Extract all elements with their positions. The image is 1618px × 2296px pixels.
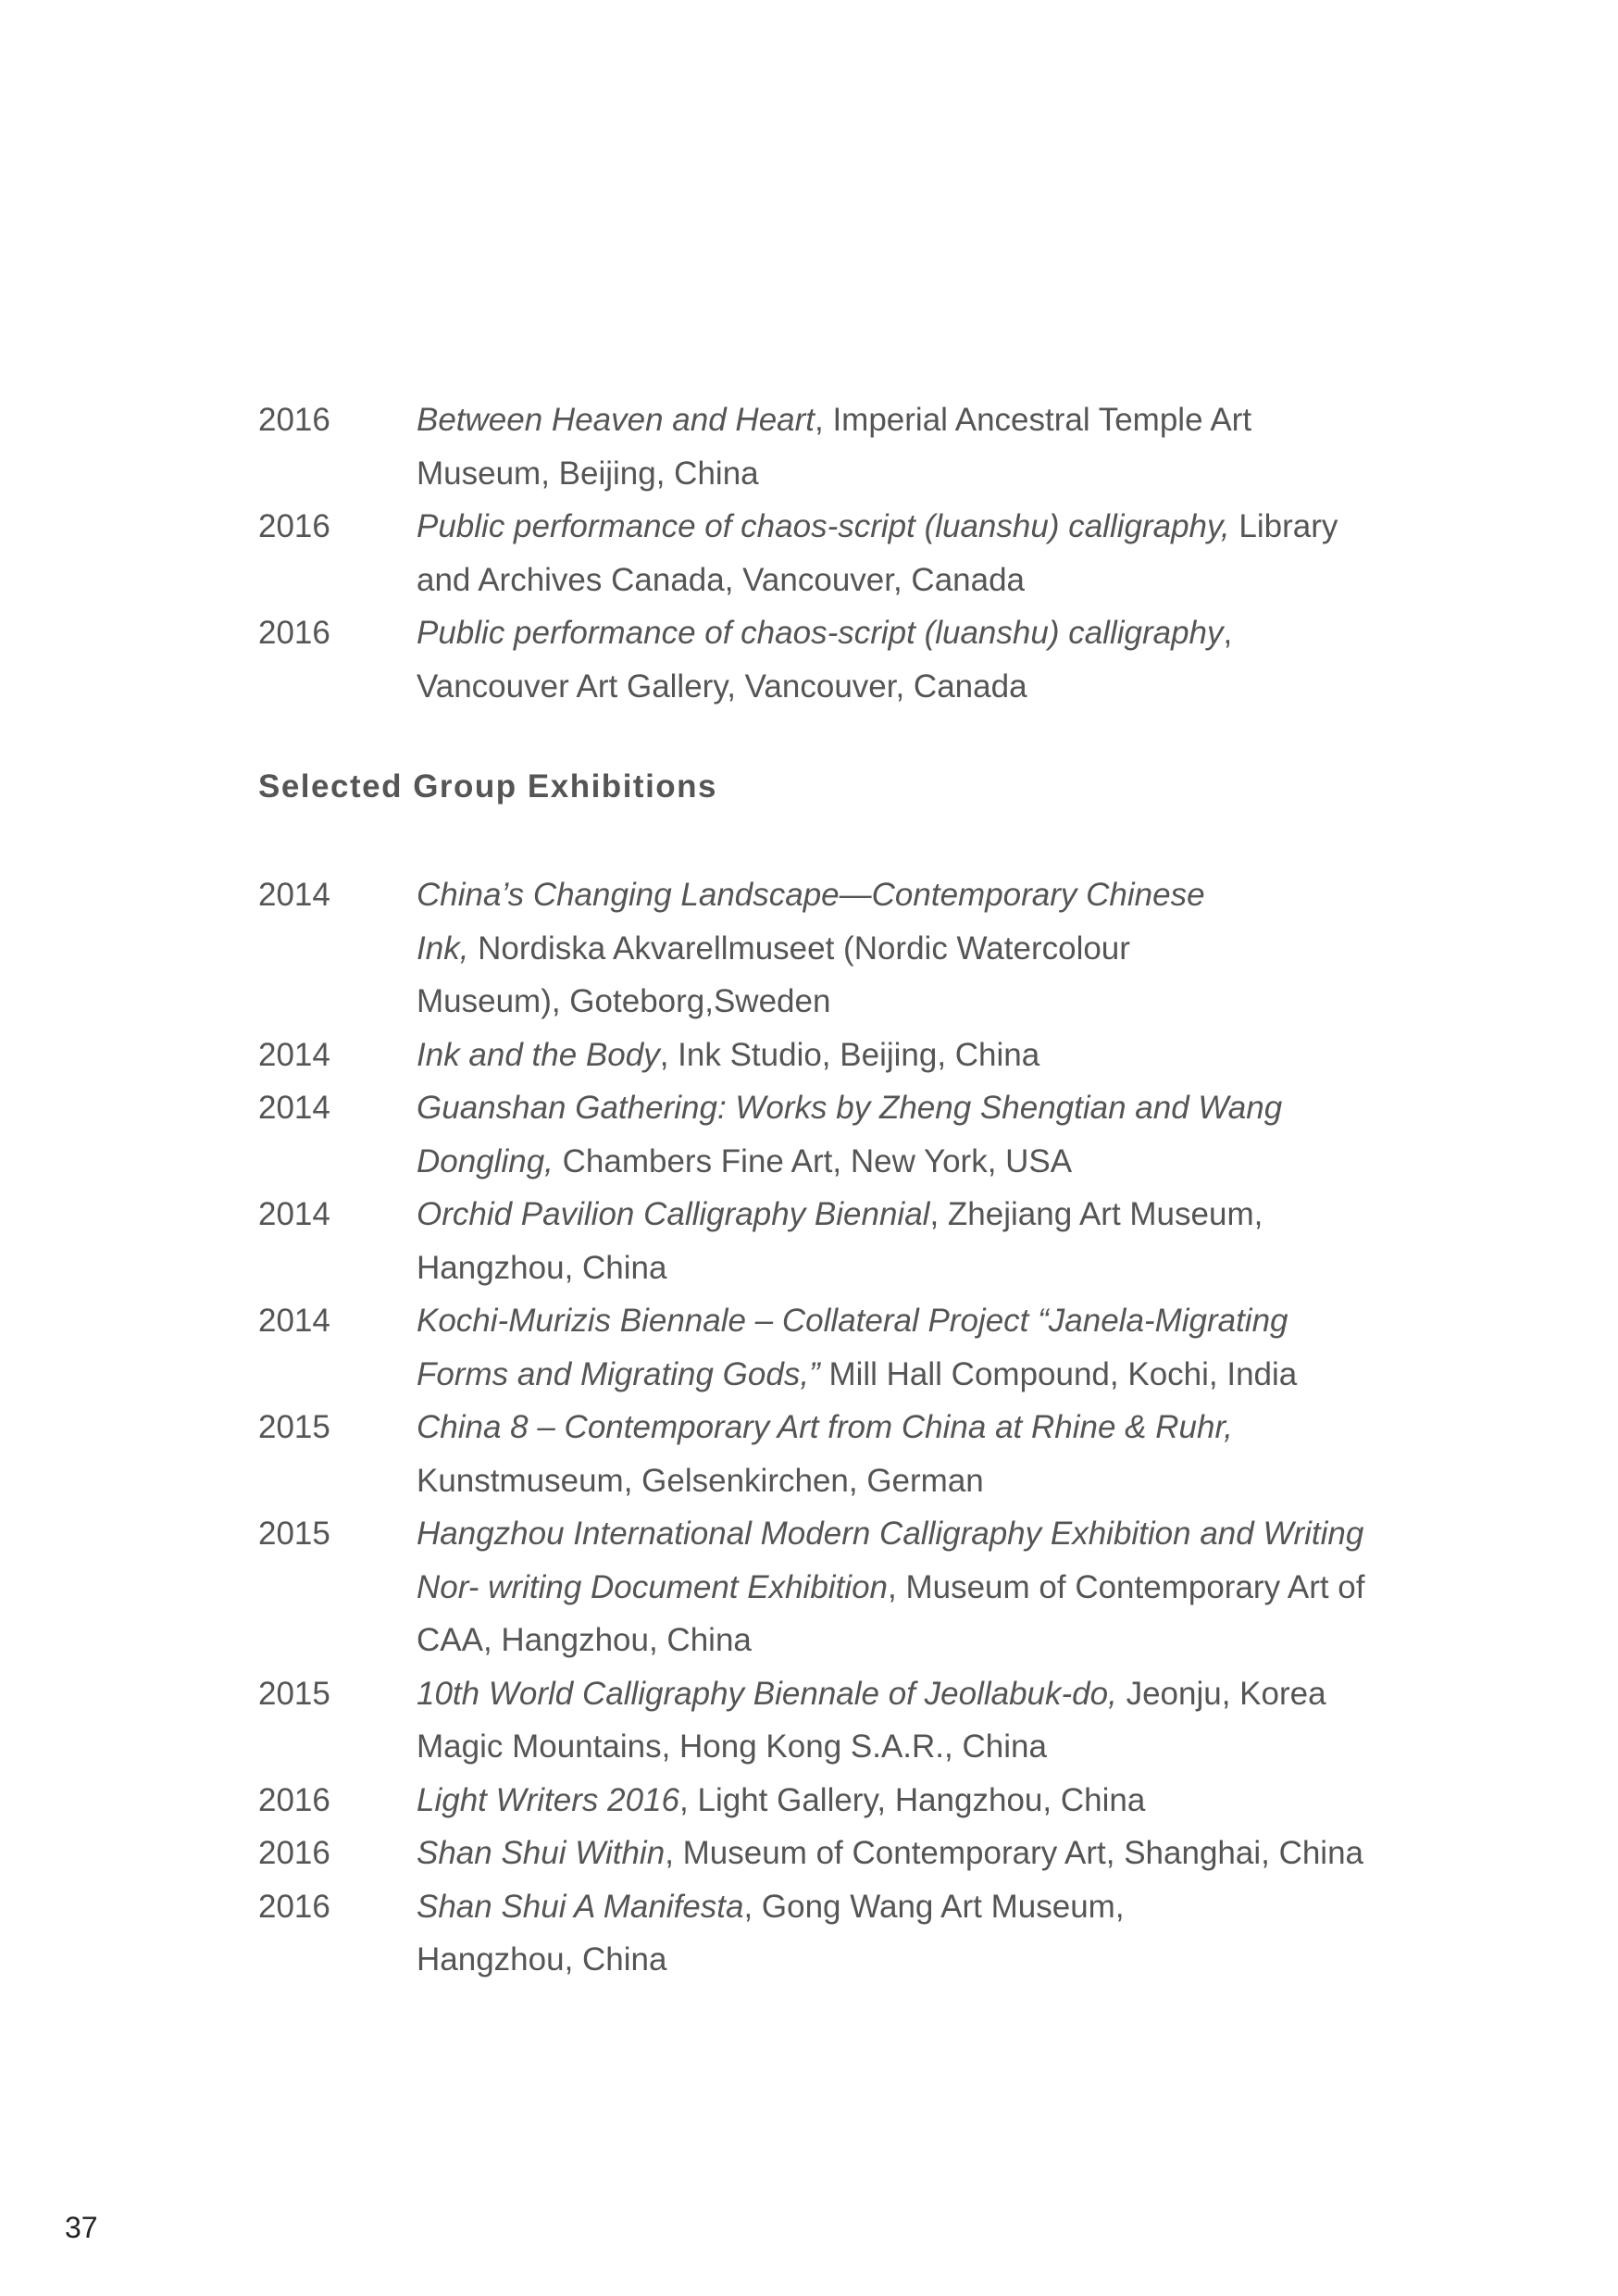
list-item bbox=[258, 1774, 1425, 1828]
entry-text bbox=[417, 1507, 1416, 1667]
entry-separator bbox=[1117, 1676, 1126, 1712]
entry-year: 2014 bbox=[258, 877, 330, 913]
entry-title: Hangzhou International Modern Calligraphy Exhibition and Writing Nor- writing Document Exhibition bbox=[417, 1516, 1364, 1605]
entry-text bbox=[417, 1827, 1425, 1880]
list-item bbox=[258, 500, 1425, 606]
list-item bbox=[258, 868, 1425, 1029]
entry-details: Kunstmuseum, Gelsenkirchen, German bbox=[417, 1462, 984, 1499]
entry-title: Public performance of chaos-script (luanshu) calligraphy bbox=[417, 615, 1224, 651]
entry-title: Shan Shui A Manifesta bbox=[417, 1888, 744, 1925]
entry-details: Chambers Fine Art, New York, USA bbox=[562, 1142, 1073, 1179]
entry-title: 10th World Calligraphy Biennale of Jeollabuk-do, bbox=[417, 1675, 1117, 1712]
entry-text bbox=[417, 1081, 1324, 1188]
list-item bbox=[258, 1188, 1425, 1294]
entry-title: Shan Shui Within bbox=[417, 1835, 666, 1871]
entry-year: 2015 bbox=[258, 1675, 330, 1712]
entry-separator bbox=[554, 1143, 563, 1179]
entry-details: Museum of Contemporary Art, Shanghai, China bbox=[682, 1835, 1364, 1871]
entry-details: Nordiska Akvarellmuseet (Nordic Watercolour Museum), Goteborg,Sweden bbox=[417, 930, 1130, 1019]
list-item bbox=[258, 1029, 1425, 1082]
entry-separator: , bbox=[679, 1781, 698, 1818]
entry-title: Guanshan Gathering: Works by Zheng Shengtian and Wang Dongling, bbox=[417, 1090, 1283, 1179]
entry-details: Light Gallery, Hangzhou, China bbox=[697, 1781, 1146, 1818]
entry-separator: , bbox=[929, 1196, 948, 1232]
entry-details: Gong Wang Art Museum, Hangzhou, China bbox=[417, 1888, 1125, 1978]
entry-year: 2014 bbox=[258, 1090, 330, 1126]
entry-text bbox=[417, 1029, 1379, 1082]
entry-title: Orchid Pavilion Calligraphy Biennial bbox=[417, 1196, 930, 1232]
entry-details: Zhejiang Art Museum, Hangzhou, China bbox=[417, 1196, 1263, 1286]
entry-title: Between Heaven and Heart bbox=[417, 402, 815, 438]
solo-exhibitions-list bbox=[258, 393, 1425, 713]
list-item bbox=[258, 1667, 1425, 1774]
entry-title: Public performance of chaos-script (luanshu) calligraphy, bbox=[417, 508, 1230, 544]
section-heading: Selected Group Exhibitions bbox=[258, 768, 718, 805]
entry-details: Imperial Ancestral Temple Art Museum, Beijing, China bbox=[417, 402, 1252, 492]
entry-separator bbox=[820, 1356, 829, 1392]
entry-year: 2016 bbox=[258, 1888, 330, 1925]
entry-year: 2015 bbox=[258, 1516, 330, 1552]
list-item bbox=[258, 1081, 1425, 1188]
entry-details: Jeonju, Korea Magic Mountains, Hong Kong S.A.R., China bbox=[417, 1675, 1326, 1765]
entry-title: Ink and the Body bbox=[417, 1036, 660, 1073]
entry-year: 2016 bbox=[258, 508, 330, 544]
entry-separator bbox=[1230, 508, 1239, 544]
entry-separator: , bbox=[1223, 615, 1233, 651]
entry-text bbox=[417, 393, 1379, 500]
entry-details: Library and Archives Canada, Vancouver, Canada bbox=[417, 508, 1338, 598]
entry-year: 2014 bbox=[258, 1036, 330, 1073]
list-item bbox=[258, 606, 1425, 713]
entry-separator: , bbox=[659, 1036, 678, 1073]
entry-year: 2015 bbox=[258, 1409, 330, 1445]
list-item bbox=[258, 1401, 1425, 1507]
entry-year: 2016 bbox=[258, 1781, 330, 1818]
entry-title: China’s Changing Landscape—Contemporary Chinese Ink, bbox=[417, 877, 1205, 967]
entry-text bbox=[417, 500, 1379, 606]
entry-text bbox=[417, 1401, 1305, 1507]
entry-details: Vancouver Art Gallery, Vancouver, Canada bbox=[417, 668, 1027, 705]
entry-year: 2014 bbox=[258, 1196, 330, 1232]
entry-title: China 8 – Contemporary Art from China at Rhine & Ruhr, bbox=[417, 1409, 1233, 1445]
entry-details: Ink Studio, Beijing, China bbox=[678, 1036, 1040, 1073]
entry-text bbox=[417, 1880, 1213, 1987]
entry-details: Museum of Contemporary Art of CAA, Hangzhou, China bbox=[417, 1568, 1365, 1658]
entry-year: 2016 bbox=[258, 402, 330, 438]
entry-title: Light Writers 2016 bbox=[417, 1781, 680, 1818]
entry-text bbox=[417, 1667, 1370, 1774]
entry-separator: , bbox=[743, 1888, 762, 1925]
entry-text bbox=[417, 1188, 1305, 1294]
entry-year: 2016 bbox=[258, 1835, 330, 1871]
group-exhibitions-list bbox=[258, 868, 1425, 1987]
entry-year: 2016 bbox=[258, 615, 330, 651]
entry-text bbox=[417, 606, 1379, 713]
entry-text bbox=[417, 868, 1250, 1029]
entry-details: Mill Hall Compound, Kochi, India bbox=[828, 1355, 1298, 1392]
list-item bbox=[258, 1827, 1425, 1880]
entry-separator: , bbox=[815, 402, 833, 438]
entry-separator: , bbox=[888, 1568, 906, 1605]
entry-year: 2014 bbox=[258, 1303, 330, 1339]
list-item bbox=[258, 1294, 1425, 1401]
entry-text bbox=[417, 1774, 1379, 1828]
entry-separator: , bbox=[665, 1835, 683, 1871]
entry-title: Kochi-Murizis Biennale – Collateral Project “Janela-Migrating Forms and Migrating Gods,” bbox=[417, 1303, 1288, 1392]
list-item bbox=[258, 1507, 1425, 1667]
entry-text bbox=[417, 1294, 1333, 1401]
page-number: 37 bbox=[65, 2211, 98, 2244]
list-item bbox=[258, 393, 1425, 500]
list-item bbox=[258, 1880, 1425, 1987]
entry-separator bbox=[468, 930, 478, 967]
